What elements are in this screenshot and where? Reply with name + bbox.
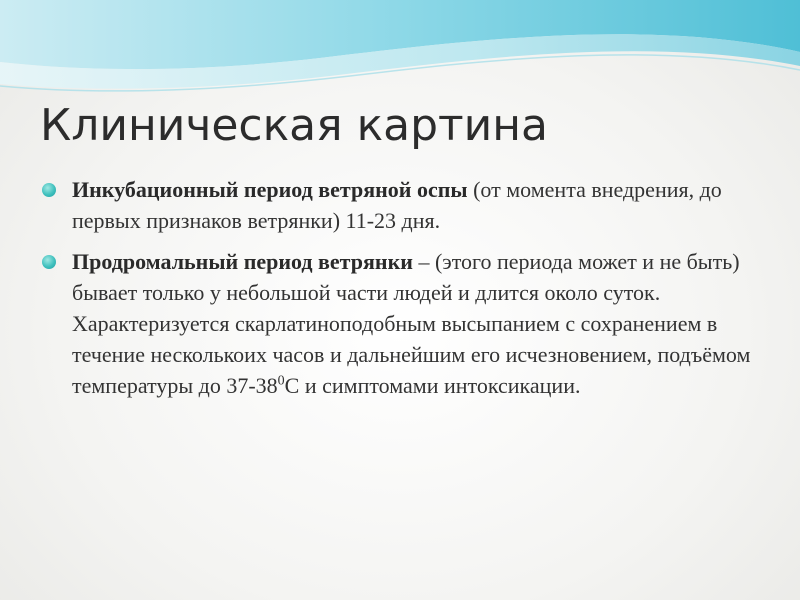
slide-title: Клиническая картина [40, 100, 548, 151]
bullet-bold-text: Инкубационный период ветряной оспы [72, 177, 468, 202]
teal-circle-bullet-icon [42, 255, 56, 269]
bullet-text: – (этого периода может и не быть) бывает только у небольшой части людей и длится около суток. Характеризуется скарлатиноподобным высыпанием с сохранением в течение несколькоих часов и дальнейшим его исчезновением, подъёмом температуры до 37-38 [72, 249, 751, 398]
bullet-text-end: С и симптомами интоксикации. [284, 373, 581, 398]
bullet-list [38, 174, 768, 411]
bullet-bold-text: Продромальный период ветрянки [72, 249, 413, 274]
bullet-text: (от момента внедрения, до первых признаков ветрянки) 11-23 дня. [72, 177, 722, 233]
bullet-item-incubation [38, 174, 768, 236]
bullet-item-prodromal [38, 246, 768, 401]
wave-header-decoration [0, 0, 800, 110]
teal-circle-bullet-icon [42, 183, 56, 197]
degree-superscript: 0 [277, 373, 285, 389]
